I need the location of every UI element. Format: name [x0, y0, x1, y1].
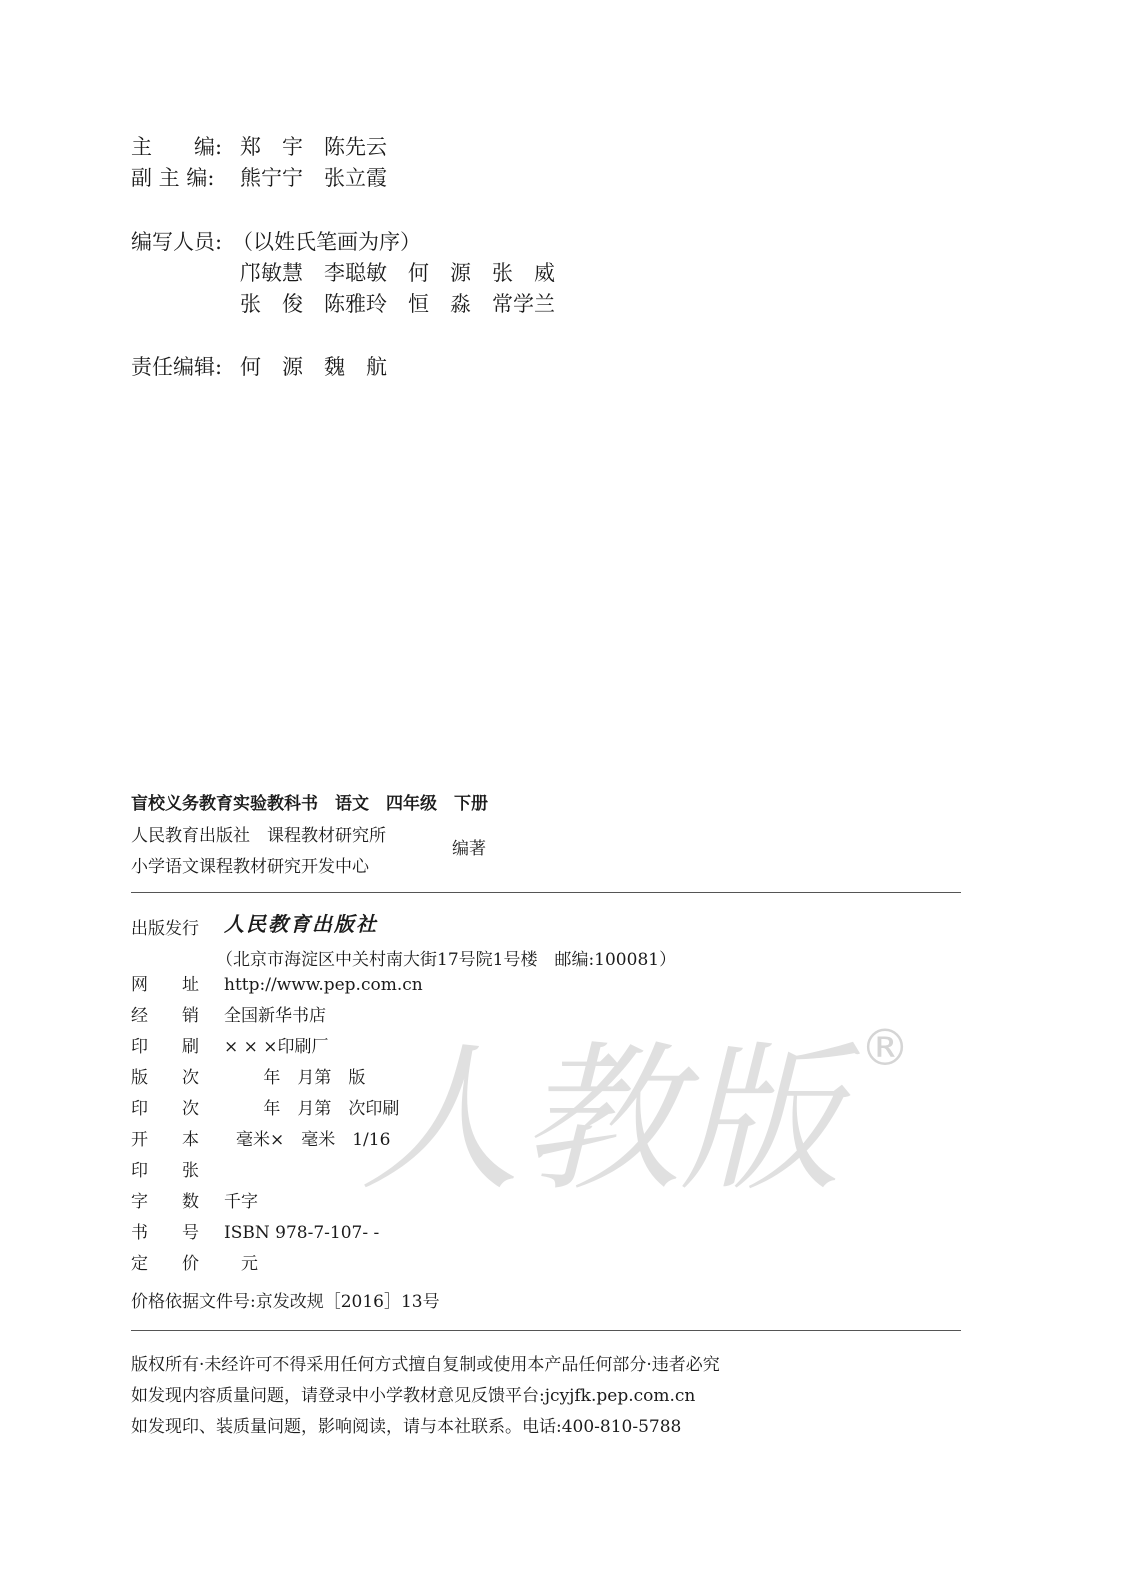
info-label: 字 数	[131, 1192, 199, 1212]
price-value: 元	[224, 1254, 258, 1274]
info-label: 开 本	[131, 1130, 199, 1150]
print-feedback: 如发现印、装质量问题，影响阅读，请与本社联系。电话:400-810-5788	[131, 1417, 682, 1437]
printer-value: × × ×印刷厂	[224, 1037, 329, 1057]
vice-editor-names: 熊宁宁 张立霞	[240, 166, 387, 190]
divider-bottom	[131, 1330, 961, 1331]
info-label: 版 次	[131, 1068, 199, 1088]
info-label: 经 销	[131, 1006, 199, 1026]
info-row	[0, 1187, 1000, 1218]
info-row	[0, 1249, 1000, 1280]
author-role: 编著	[452, 839, 486, 859]
info-row	[0, 1032, 1000, 1063]
info-label: 印 刷	[131, 1037, 199, 1057]
info-label: 印 次	[131, 1099, 199, 1119]
info-row	[0, 970, 1000, 1001]
author-line-2: 小学语文课程教材研究开发中心	[131, 857, 369, 877]
vice-editor-label: 副 主 编:	[131, 166, 215, 190]
info-label: 书 号	[131, 1223, 199, 1243]
price-document: 价格依据文件号:京发改规［2016］13号	[131, 1292, 440, 1312]
info-row	[0, 1063, 1000, 1094]
copyright-notice: 版权所有·未经许可不得采用任何方式擅自复制或使用本产品任何部分·违者必究	[131, 1355, 720, 1375]
author-line-1: 人民教育出版社 课程教材研究所	[131, 826, 386, 846]
writers-label: 编写人员:	[131, 230, 223, 254]
info-label: 定 价	[131, 1254, 199, 1274]
info-row	[0, 1001, 1000, 1032]
content-feedback: 如发现内容质量问题，请登录中小学教材意见反馈平台:jcyjfk.pep.com.cn	[131, 1386, 696, 1406]
writers-row-1: 邝敏慧 李聪敏 何 源 张 威	[240, 261, 555, 285]
watermark-text: 人教版	[360, 1026, 841, 1210]
divider-top	[131, 892, 961, 893]
book-title: 盲校义务教育实验教科书 语文 四年级 下册	[131, 794, 488, 814]
info-table	[0, 970, 1122, 1290]
printing-value: 年 月第 次印刷	[224, 1099, 400, 1119]
edition-value: 年 月第 版	[224, 1068, 366, 1088]
responsible-editor-names: 何 源 魏 航	[240, 355, 387, 379]
editor-label: 主 编:	[131, 135, 223, 159]
registered-mark: ®	[860, 1019, 910, 1077]
format-value: 毫米× 毫米 1/16	[236, 1130, 391, 1150]
info-row	[0, 1125, 1000, 1156]
distributor-value: 全国新华书店	[224, 1006, 326, 1026]
editor-names: 郑 宇 陈先云	[240, 135, 387, 159]
word-count-value: 千字	[224, 1192, 258, 1212]
info-label: 印 张	[131, 1161, 199, 1181]
info-row	[0, 1218, 1000, 1249]
publisher-label: 出版发行	[131, 919, 199, 939]
writers-row-2: 张 俊 陈雅玲 恒 淼 常学兰	[240, 292, 555, 316]
responsible-editor-label: 责任编辑:	[131, 355, 223, 379]
writers-note: （以姓氏笔画为序）	[232, 230, 421, 254]
info-row	[0, 1156, 1000, 1187]
info-label: 网 址	[131, 975, 199, 995]
website-value: http://www.pep.com.cn	[224, 975, 423, 995]
publisher-address: （北京市海淀区中关村南大街17号院1号楼 邮编:100081）	[216, 950, 677, 970]
publisher-logo: 人民教育出版社	[224, 912, 378, 936]
isbn-value: ISBN 978-7-107- -	[224, 1223, 380, 1243]
info-row	[0, 1094, 1000, 1125]
